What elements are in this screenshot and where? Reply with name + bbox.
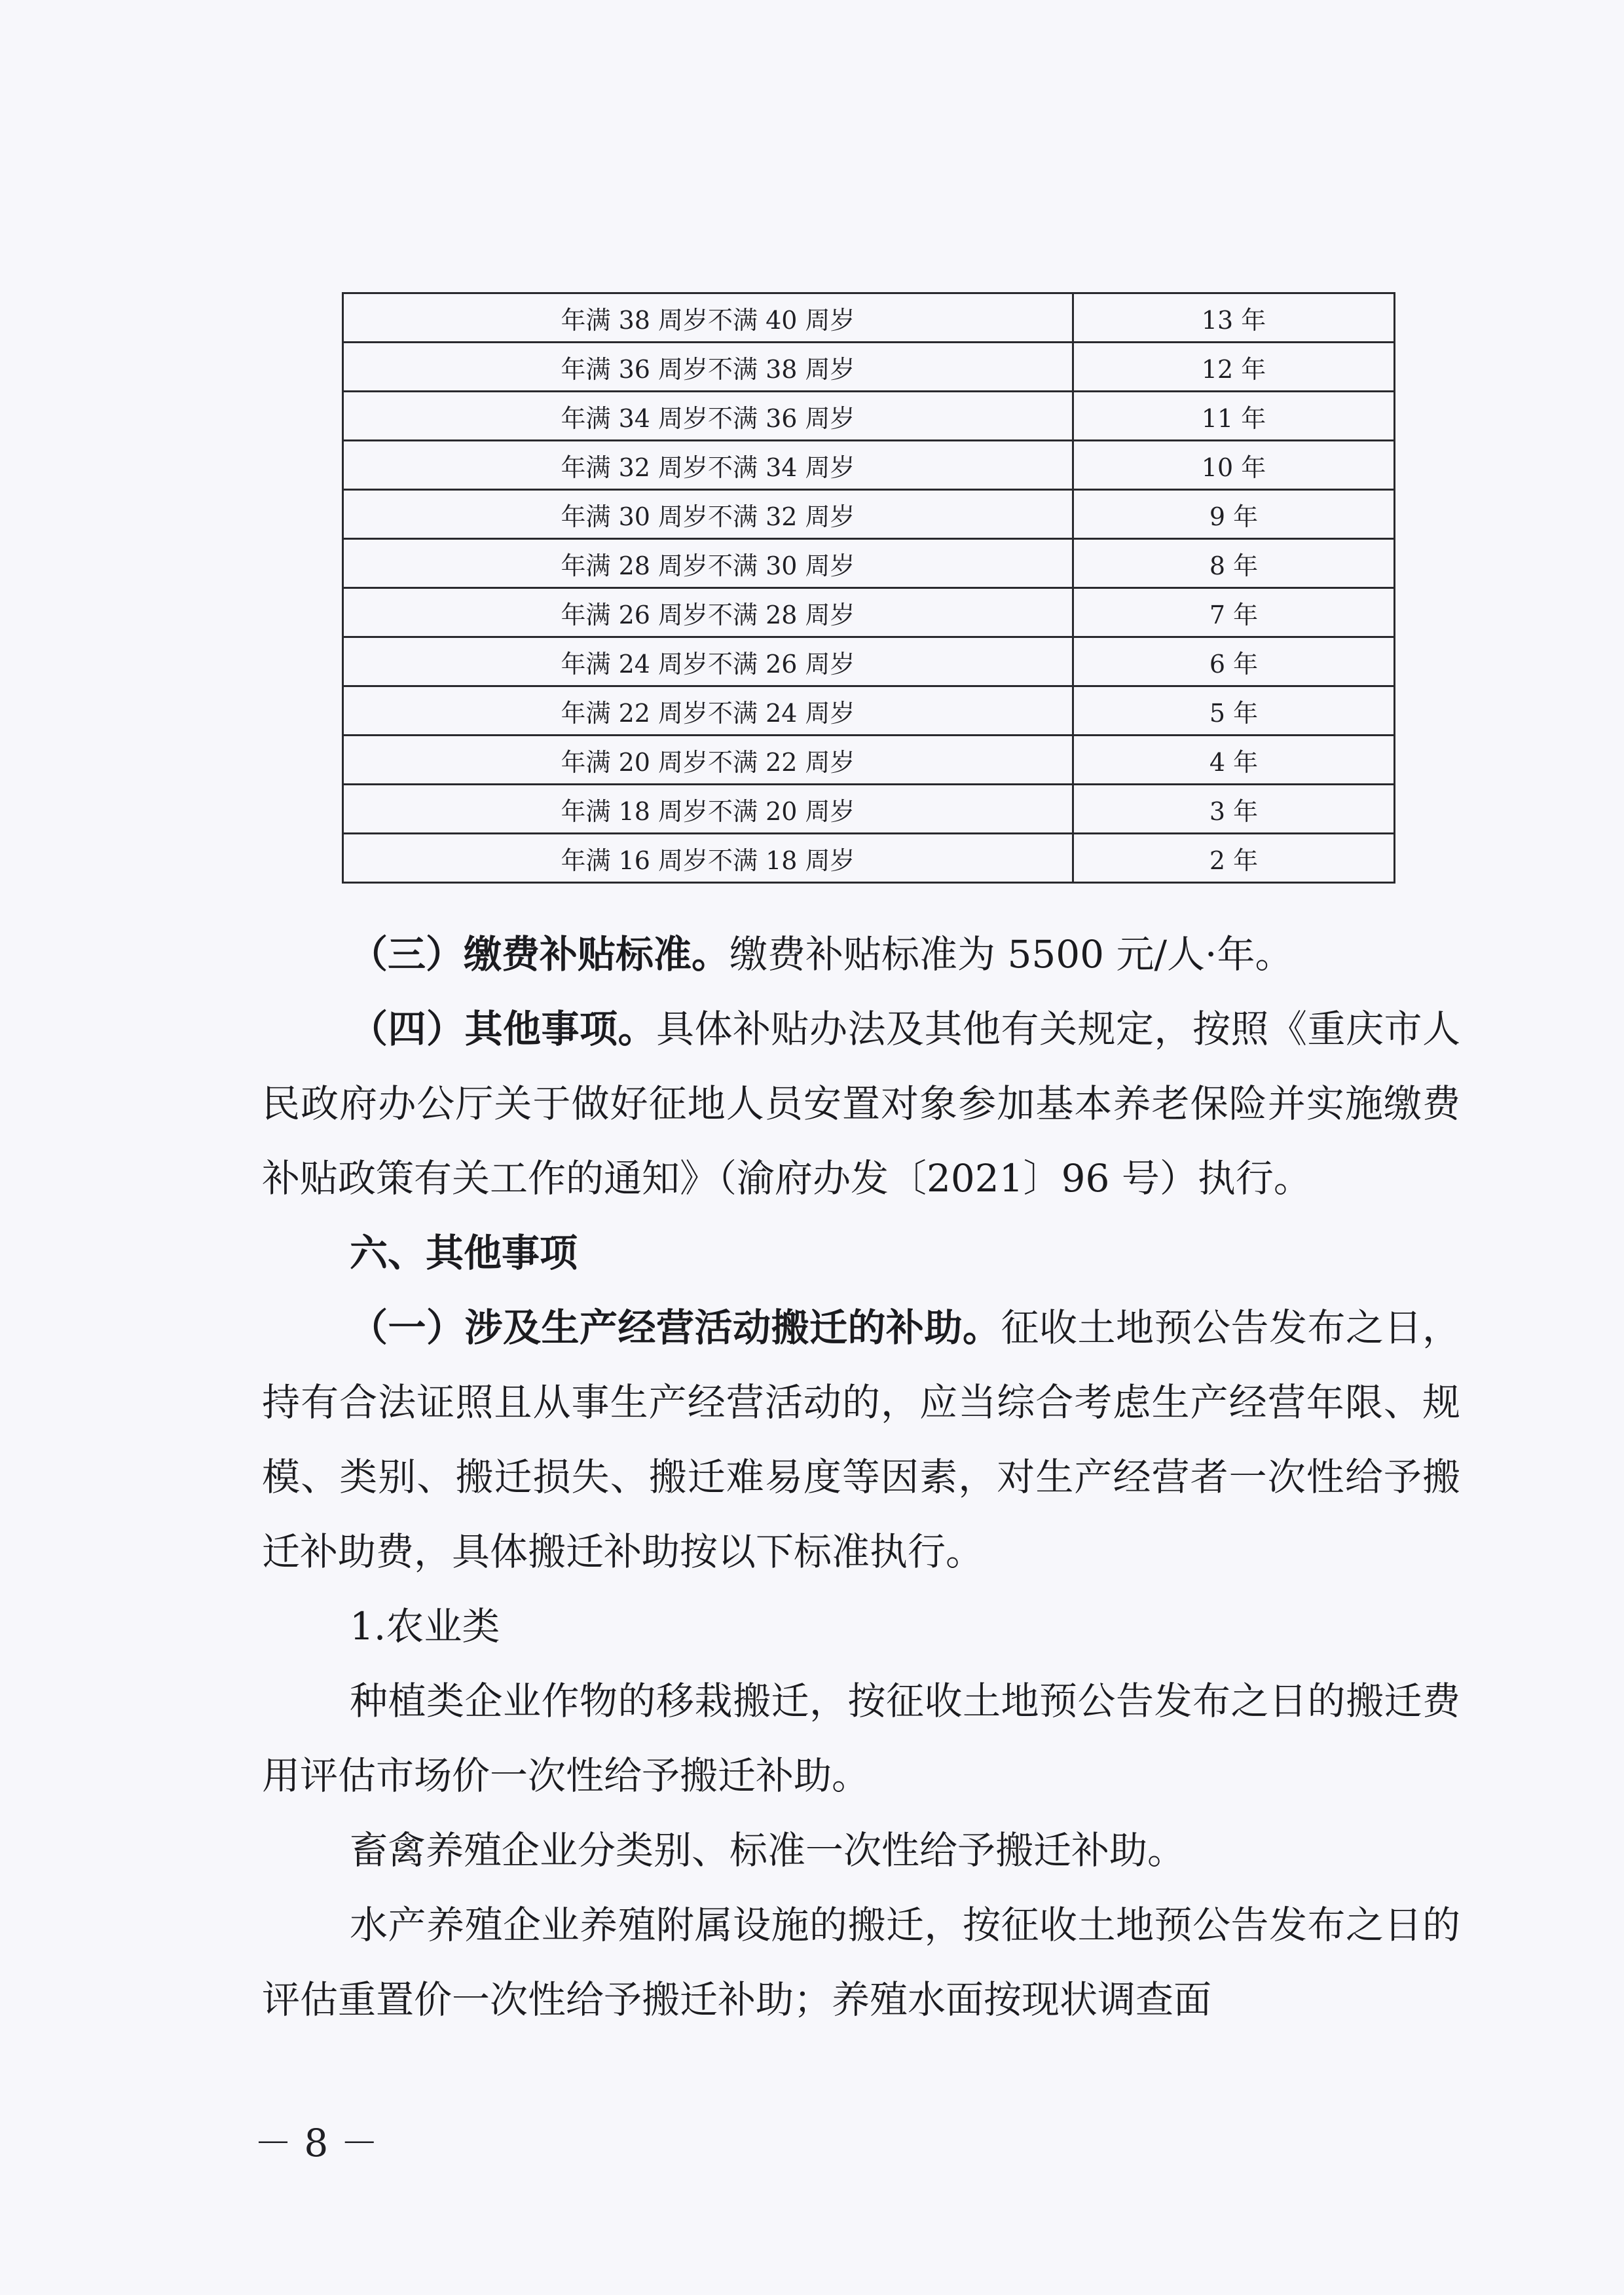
years-cell: 10 年	[1073, 441, 1395, 490]
section-heading: 六、其他事项	[350, 1231, 578, 1275]
age-range-cell: 年满 16 周岁不满 18 周岁	[343, 834, 1073, 883]
paragraph-body: 征收土地预公告发布之日，持有合法证照且从事生产经营活动的，应当综合考虑生产经营年限、规模、类别、搬迁损失、搬迁难易度等因素，对生产经营者一次性给予搬迁补助费，具体搬迁补助按以下标准执行。	[262, 1305, 1460, 1574]
years-cell: 8 年	[1073, 539, 1395, 588]
age-range-cell: 年满 38 周岁不满 40 周岁	[343, 293, 1073, 343]
paragraph-title: （三）缴费补贴标准。	[350, 932, 730, 977]
years-cell: 6 年	[1073, 637, 1395, 686]
years-cell: 12 年	[1073, 343, 1395, 392]
age-range-cell: 年满 34 周岁不满 36 周岁	[343, 392, 1073, 441]
table-row	[343, 539, 1395, 588]
age-years-table	[342, 292, 1395, 884]
table-row	[343, 736, 1395, 785]
years-cell: 2 年	[1073, 834, 1395, 883]
table-row	[343, 785, 1395, 834]
years-cell: 5 年	[1073, 686, 1395, 736]
age-years-table-wrapper	[342, 292, 1390, 884]
years-cell: 4 年	[1073, 736, 1395, 785]
table-row	[343, 343, 1395, 392]
table-row	[343, 588, 1395, 637]
years-cell: 7 年	[1073, 588, 1395, 637]
table-row	[343, 637, 1395, 686]
paragraph-relocation-subsidy	[262, 1290, 1460, 1589]
age-range-cell: 年满 26 周岁不满 28 周岁	[343, 588, 1073, 637]
age-range-cell: 年满 28 周岁不满 30 周岁	[343, 539, 1073, 588]
age-range-cell: 年满 36 周岁不满 38 周岁	[343, 343, 1073, 392]
paragraph-title: （四）其他事项。	[350, 1007, 656, 1051]
age-range-cell: 年满 24 周岁不满 26 周岁	[343, 637, 1073, 686]
table-row	[343, 293, 1395, 343]
table-row	[343, 686, 1395, 736]
paragraph-other-matters	[262, 992, 1460, 1216]
age-range-cell: 年满 22 周岁不满 24 周岁	[343, 686, 1073, 736]
paragraph-title: （一）涉及生产经营活动搬迁的补助。	[350, 1305, 1001, 1350]
paragraph-aquaculture: 水产养殖企业养殖附属设施的搬迁，按征收土地预公告发布之日的评估重置价一次性给予搬迁补助；养殖水面按现状调查面	[262, 1903, 1460, 2022]
table-row	[343, 490, 1395, 539]
age-range-cell: 年满 32 周岁不满 34 周岁	[343, 441, 1073, 490]
table-body	[343, 293, 1395, 883]
paragraph-body: 具体补贴办法及其他有关规定，按照《重庆市人民政府办公厅关于做好征地人员安置对象参加基本养老保险并实施缴费补贴政策有关工作的通知》（渝府办发〔2021〕96 号）执行。	[262, 1007, 1460, 1201]
years-cell: 11 年	[1073, 392, 1395, 441]
years-cell: 3 年	[1073, 785, 1395, 834]
table-row	[343, 834, 1395, 883]
paragraph-subsidy-standard	[262, 917, 1460, 992]
subheading-agriculture: 1.农业类	[350, 1604, 500, 1649]
years-cell: 9 年	[1073, 490, 1395, 539]
table-row	[343, 441, 1395, 490]
age-range-cell: 年满 20 周岁不满 22 周岁	[343, 736, 1073, 785]
paragraph-body: 缴费补贴标准为 5500 元/人·年。	[729, 932, 1293, 977]
paragraph-planting: 种植类企业作物的移栽搬迁，按征收土地预公告发布之日的搬迁费用评估市场价一次性给予搬迁补助。	[262, 1679, 1460, 1798]
age-range-cell: 年满 18 周岁不满 20 周岁	[343, 785, 1073, 834]
body-text	[262, 917, 1460, 2037]
table-row	[343, 392, 1395, 441]
paragraph-livestock: 畜禽养殖企业分类别、标准一次性给予搬迁补助。	[350, 1828, 1186, 1873]
age-range-cell: 年满 30 周岁不满 32 周岁	[343, 490, 1073, 539]
years-cell: 13 年	[1073, 293, 1395, 343]
page-number: － 8 －	[254, 2121, 378, 2165]
